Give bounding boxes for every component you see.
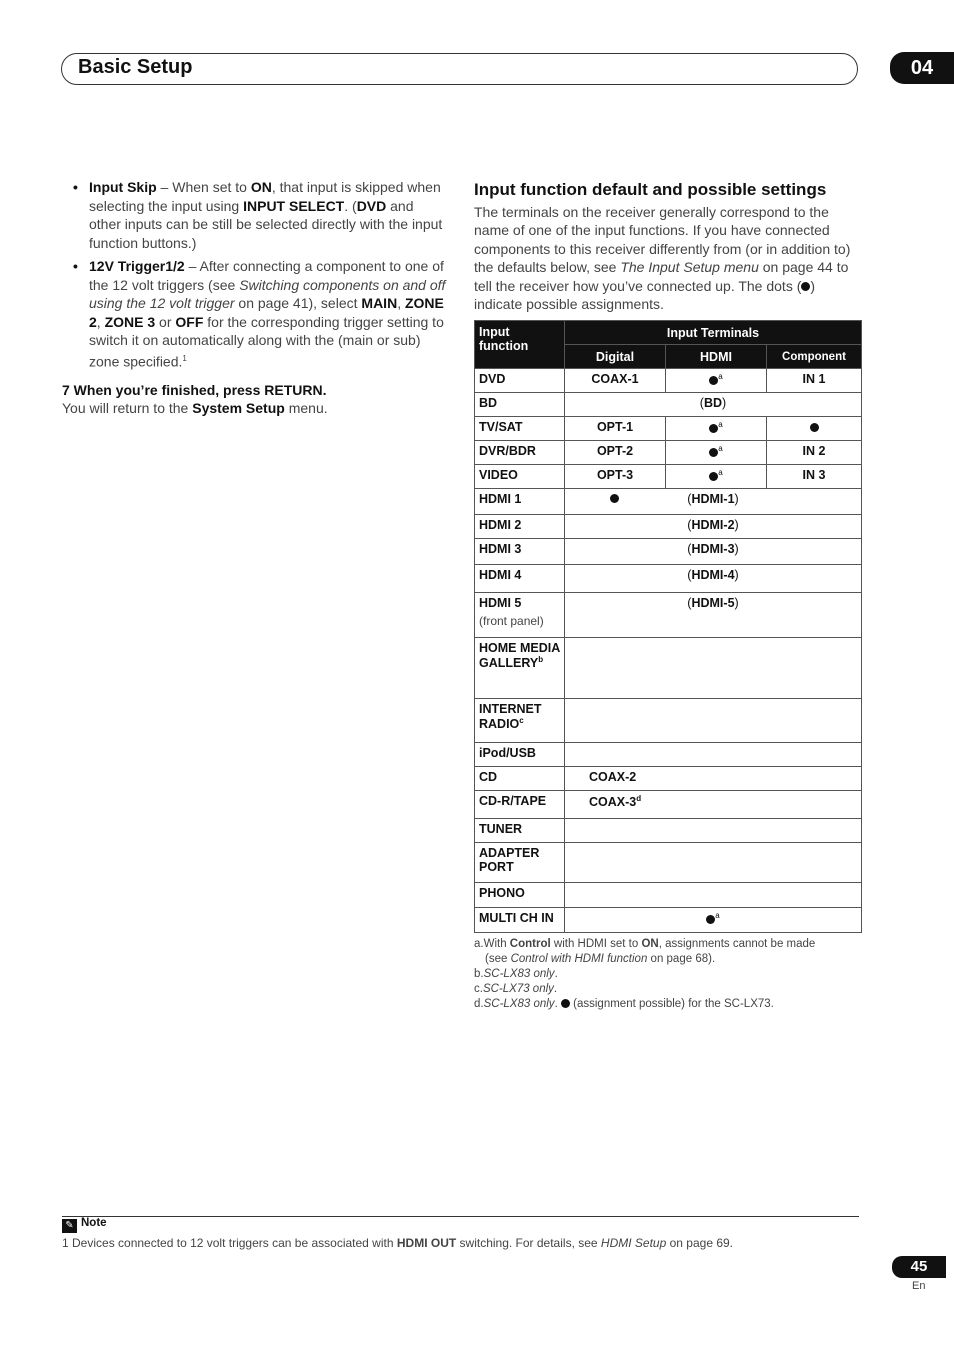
page-number: 45 xyxy=(892,1256,946,1278)
cell-input-function xyxy=(475,441,565,465)
cell-text: COAX-1 xyxy=(591,372,639,386)
cell-terminals xyxy=(565,883,862,908)
table-row xyxy=(475,743,862,767)
left-column xyxy=(62,178,448,418)
footnote-b: b.SC-LX83 only. xyxy=(474,968,558,980)
list-item-input-skip: • Input Skip – When set to ON, that input is skipped when selecting the input using INPUT SELECT. (DVD and other inputs can be still be selected directly with the input function buttons.) xyxy=(73,179,443,251)
table-row xyxy=(475,638,862,699)
cell-text: HDMI-1 xyxy=(691,492,735,506)
cell-digital xyxy=(565,441,666,465)
cell-text: IN 1 xyxy=(802,372,826,386)
cell-input-function xyxy=(475,465,565,489)
cell-text: HDMI 5 xyxy=(479,596,522,610)
footnote-c: c.SC-LX73 only. xyxy=(474,983,558,995)
cell-text: MULTI CH IN xyxy=(479,911,554,925)
cell-text: IN 2 xyxy=(802,444,826,458)
cell-text: COAX-3 xyxy=(589,795,637,810)
cell-text: DVR/BDR xyxy=(479,444,536,458)
cell-text: OPT-1 xyxy=(596,420,634,434)
table-row xyxy=(475,883,862,908)
cell-text: HDMI-2 xyxy=(691,518,735,532)
cell-digital xyxy=(565,767,862,791)
table-row xyxy=(475,593,862,638)
note-pencil-icon: ✎ xyxy=(62,1219,77,1233)
step-heading: 7 When you’re finished, press RETURN. xyxy=(62,381,327,398)
cell-terminals xyxy=(565,819,862,843)
superscript: a xyxy=(718,444,723,453)
table-row xyxy=(475,843,862,883)
table-row xyxy=(475,699,862,743)
superscript: a xyxy=(718,372,723,381)
dot-icon xyxy=(709,376,718,385)
cell-input-function xyxy=(475,767,565,791)
dot-icon xyxy=(610,494,619,503)
superscript: a xyxy=(715,911,720,920)
cell-digital xyxy=(565,417,666,441)
cell-component xyxy=(767,369,862,393)
cell-input-function xyxy=(475,515,565,539)
dot-icon xyxy=(706,915,715,924)
settings-list xyxy=(62,178,448,371)
dot-icon xyxy=(561,999,570,1008)
cell-text: VIDEO xyxy=(479,468,518,482)
dot-icon xyxy=(810,423,819,432)
header-input-function: Input function xyxy=(475,321,565,369)
cell-text: HDMI-4 xyxy=(691,568,735,582)
cell-text: PHONO xyxy=(479,886,525,900)
input-terminal-table xyxy=(474,320,862,933)
section-intro: The terminals on the receiver generally correspond to the name of one of the input functions. If you have connected components to this receiver differently from (or in addition to) the defaults below, see The Input Setup menu on page 44 to tell the receiver how you’ve connected up. The dots ( ) indicate possible assignments. xyxy=(474,204,851,313)
cell-text: HDMI 4 xyxy=(479,568,522,582)
superscript: a xyxy=(718,420,723,429)
superscript: d xyxy=(636,794,642,803)
cell-text: TUNER xyxy=(479,822,523,836)
cell-terminals: (HDMI-3) xyxy=(565,539,862,565)
cell-text: BD xyxy=(479,396,498,410)
table-row xyxy=(475,565,862,593)
cell-input-function xyxy=(475,883,565,908)
dot-icon xyxy=(709,472,718,481)
note-divider xyxy=(62,1216,859,1217)
cell-terminals: (HDMI-1) xyxy=(565,489,862,515)
cell-input-function xyxy=(475,417,565,441)
footnote-a: a.With Control with HDMI set to ON, assignments cannot be made xyxy=(474,938,816,950)
superscript: b xyxy=(538,655,544,664)
cell-input-function xyxy=(475,699,565,743)
cell-text: HDMI-5 xyxy=(691,596,735,610)
dot-icon xyxy=(709,448,718,457)
cell-text: CD-R/TAPE xyxy=(479,794,547,808)
cell-input-function xyxy=(475,819,565,843)
table-footnotes xyxy=(474,937,864,1012)
table-row xyxy=(475,393,862,417)
cell-text: HDMI 1 xyxy=(479,492,522,506)
table-row xyxy=(475,908,862,933)
cell-text: COAX-2 xyxy=(589,770,637,784)
chapter-tab: 04 xyxy=(890,52,954,84)
cell-component xyxy=(767,465,862,489)
note-label: Note xyxy=(81,1217,107,1229)
cell-component xyxy=(767,441,862,465)
table-row xyxy=(475,417,862,441)
cell-input-function xyxy=(475,908,565,933)
step-text: You will return to the System Setup menu. xyxy=(62,400,328,417)
cell-hdmi xyxy=(666,465,767,489)
header-digital: Digital xyxy=(565,345,666,369)
header-input-terminals: Input Terminals xyxy=(565,321,862,345)
cell-input-function xyxy=(475,843,565,883)
cell-component xyxy=(767,417,862,441)
cell-text: HOME MEDIA GALLERY xyxy=(479,641,560,671)
cell-terminals xyxy=(565,638,862,699)
superscript: c xyxy=(519,716,524,725)
dot-icon xyxy=(709,424,718,433)
cell-input-function xyxy=(475,593,565,638)
cell-text: INTERNET RADIO xyxy=(479,702,542,732)
cell-text: HDMI 2 xyxy=(479,518,522,532)
cell-digital xyxy=(565,465,666,489)
cell-terminals: (BD) xyxy=(565,393,862,417)
cell-text: TV/SAT xyxy=(479,420,523,434)
cell-input-function xyxy=(475,791,565,819)
header-component: Component xyxy=(767,345,862,369)
table-row xyxy=(475,465,862,489)
cell-terminals xyxy=(565,743,862,767)
superscript: a xyxy=(718,468,723,477)
cell-terminals xyxy=(565,908,862,933)
cell-input-function xyxy=(475,539,565,565)
cell-input-function xyxy=(475,369,565,393)
cell-text: BD xyxy=(703,396,723,410)
cell-text: ADAPTER PORT xyxy=(479,846,540,874)
cell-input-function xyxy=(475,638,565,699)
header-title: Basic Setup xyxy=(78,56,193,78)
cell-terminals: (HDMI-4) xyxy=(565,565,862,593)
cell-hdmi xyxy=(666,369,767,393)
cell-terminals xyxy=(565,699,862,743)
table-row xyxy=(475,369,862,393)
cell-input-function xyxy=(475,565,565,593)
table-row xyxy=(475,819,862,843)
table-row xyxy=(475,791,862,819)
cell-text: HDMI 3 xyxy=(479,542,522,556)
cell-digital xyxy=(565,791,862,819)
cell-text: IN 3 xyxy=(802,468,826,482)
cell-text: OPT-2 xyxy=(596,444,634,458)
cell-text: DVD xyxy=(479,372,506,386)
table-row xyxy=(475,441,862,465)
cell-hdmi xyxy=(666,441,767,465)
cell-input-function xyxy=(475,393,565,417)
footnote-a-cont: (see Control with HDMI function on page 68). xyxy=(485,953,716,965)
note-text: 1 Devices connected to 12 volt triggers can be associated with HDMI OUT switching. For details, see HDMI Setup on page 69. xyxy=(62,1236,734,1250)
list-item-12v-trigger: • 12V Trigger1/2 – After connecting a component to one of the 12 volt triggers (see Switching components on and off using the 12 volt trigger on page 41), select MAIN, ZONE 2, ZONE 3 or OFF for the corresponding trigger setting to switch it on automatically along with the (main or sub) zone specified.$^1$ xyxy=(73,258,446,370)
table-row xyxy=(475,515,862,539)
table-row xyxy=(475,489,862,515)
cell-text: HDMI-3 xyxy=(691,542,735,556)
page-language: En xyxy=(912,1280,926,1292)
section-title: Input function default and possible settings xyxy=(474,180,827,199)
table-row xyxy=(475,539,862,565)
cell-text: CD xyxy=(479,770,498,784)
cell-text: (front panel) xyxy=(479,614,544,628)
cell-digital xyxy=(565,369,666,393)
table-row xyxy=(475,767,862,791)
cell-terminals: (HDMI-5) xyxy=(565,593,862,638)
footnote-d: d.SC-LX83 only. (assignment possible) for the SC-LX73. xyxy=(474,998,774,1010)
cell-text: iPod/USB xyxy=(479,746,536,760)
header-hdmi: HDMI xyxy=(666,345,767,369)
cell-text: OPT-3 xyxy=(596,468,634,482)
cell-input-function xyxy=(475,743,565,767)
cell-terminals: (HDMI-2) xyxy=(565,515,862,539)
cell-hdmi xyxy=(666,417,767,441)
cell-terminals xyxy=(565,843,862,883)
cell-input-function xyxy=(475,489,565,515)
